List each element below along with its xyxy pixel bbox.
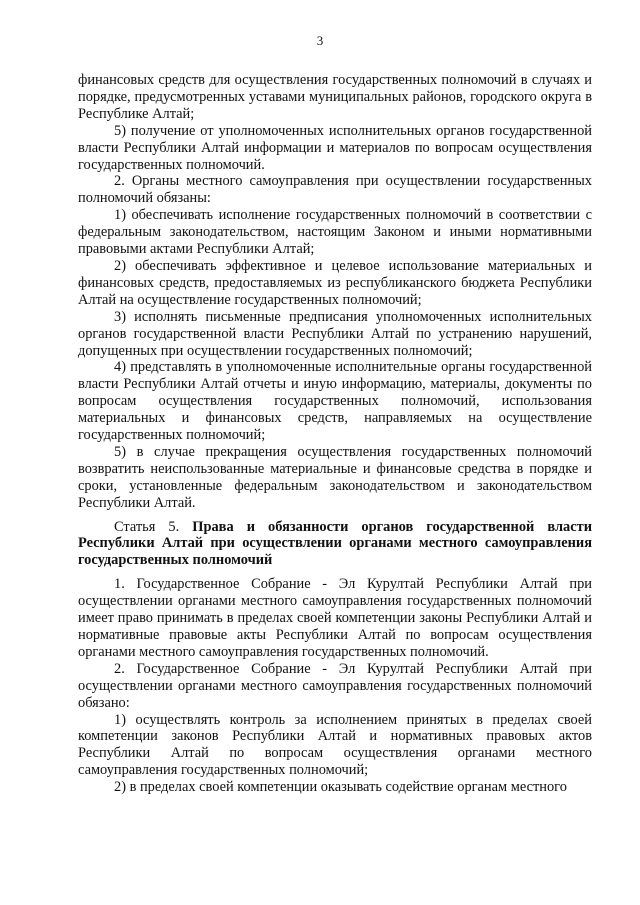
paragraph-obligation-2: 2) обеспечивать эффективное и целевое использование материальных и финансовых средств, предоставляемых из республиканского бюджета Республики Алтай на осуществление государственных полномочий;: [78, 257, 592, 308]
article-title: Права и обязанности органов государственной власти Республики Алтай при осуществлении органами местного самоуправления государственных полномочий: [78, 518, 592, 569]
document-body: [78, 72, 592, 796]
paragraph-assembly-rights: 1. Государственное Собрание - Эл Курултай Республики Алтай при осуществлении органами местного самоуправления государственных полномочий имеет право принимать в пределах своей компетенции законы Республики Алтай и нормативные правовые акты Республики Алтай по вопросам осуществления органами местного самоуправления государственных полномочий.: [78, 576, 592, 660]
paragraph-assembly-obliged: 2. Государственное Собрание - Эл Курултай Республики Алтай при осуществлении органами местного самоуправления государственных полномочий обязано:: [78, 660, 592, 711]
paragraph-obligation-1: 1) обеспечивать исполнение государственных полномочий в соответствии с федеральным законодательством, настоящим Законом и иными нормативными правовыми актами Республики Алтай;: [78, 207, 592, 258]
paragraph-assembly-obligation-2: 2) в пределах своей компетенции оказывать содействие органам местного: [114, 779, 567, 796]
article-prefix: Статья 5.: [114, 518, 193, 535]
paragraph-obligation-3: 3) исполнять письменные предписания уполномоченных исполнительных органов государственной власти Республики Алтай по устранению нарушений, допущенных при осуществлении государственных полномочий;: [78, 308, 592, 359]
paragraph-obligation-5: 5) в случае прекращения осуществления государственных полномочий возвратить неиспользованные материальные и финансовые средства в порядке и сроки, установленные федеральным законодательством и законодательством Республики Алтай.: [78, 443, 592, 511]
paragraph-item-5-receive-info: 5) получение от уполномоченных исполнительных органов государственной власти Республики Алтай информации и материалов по вопросам осуществления государственных полномочий.: [78, 122, 592, 173]
paragraph-obligation-4: 4) представлять в уполномоченные исполнительные органы государственной власти Республики Алтай отчеты и иную информацию, материалы, документы по вопросам осуществления государственных полномочий, использования материальных и финансовых средств, направляемых на осуществление государственных полномочий;: [78, 359, 592, 444]
paragraph-continuation: финансовых средств для осуществления государственных полномочий в случаях и порядке, предусмотренных уставами муниципальных районов, городского округа в Республике Алтай;: [78, 72, 592, 122]
article-5-heading: [78, 519, 592, 570]
page-number: 3: [316, 33, 324, 48]
paragraph-local-bodies-obliged: 2. Органы местного самоуправления при осуществлении государственных полномочий обязаны:: [78, 173, 592, 207]
paragraph-assembly-obligation-1: 1) осуществлять контроль за исполнением принятых в пределах своей компетенции законов Республики Алтай и нормативных правовых актов Республики Алтай по вопросам осуществления органами местного самоуправления государственных полномочий;: [78, 711, 592, 779]
